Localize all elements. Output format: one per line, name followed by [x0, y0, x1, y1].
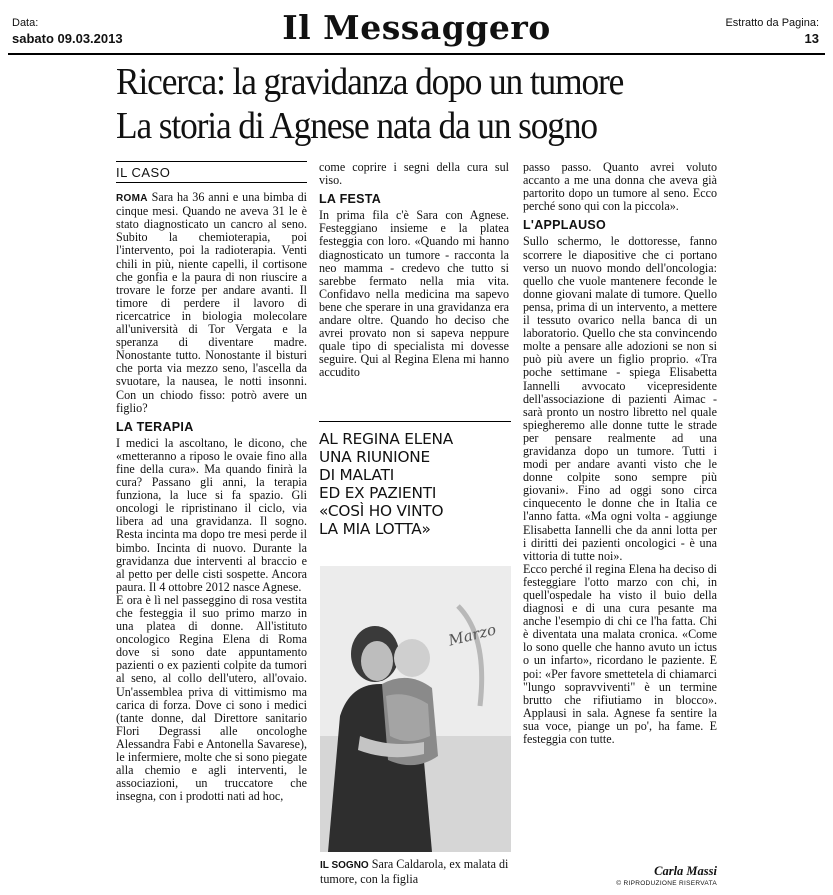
header-page-block: [725, 16, 819, 46]
article-column-2: [319, 161, 509, 380]
paragraph: I medici la ascoltano, le dicono, che «metteranno a riposo le ovaie fino alla fine della cura». Ma quando finirà la cura? Passano gli anni, la terapia funziona, la luce si fa spazio. Gli oncologi le ripristinano il ciclo, via libera ad una gravidanza. Il sogno. Resta incinta ma dopo tre mesi perde il bimbo. Incinta di nuovo. Durante la gravidanza due interventi al braccio e al petto per delle cisti sospette. Ancora paura. Il 4 ottobre 2012 nasce Agnese.: [116, 435, 307, 594]
article-photo: [320, 566, 511, 852]
pull-quote-line: AL REGINA ELENA: [319, 430, 454, 448]
copyright-notice: © RIPRODUZIONE RISERVATA: [616, 880, 717, 887]
subheading-la-festa: LA FESTA: [319, 192, 382, 207]
author-byline: Carla Massi: [654, 864, 717, 878]
photo-handwriting: Marzo: [446, 620, 498, 650]
paragraph: passo passo. Quanto avrei voluto accanto a me una donna che aveva già partorito dopo un tumore al seno. Ecco perché sono qui con la piccola».: [523, 160, 717, 214]
dateline: ROMA: [116, 193, 148, 205]
page-number: 13: [804, 31, 819, 46]
pull-quote-line: DI MALATI: [319, 466, 395, 484]
paragraph: E ora è lì nel passeggino di rosa vestita che festeggia il suo primo marzo in una platea di donne. All'istituto oncologico Regina Elena di Roma dove si sono date appuntamento pazienti o ex pazienti colpite da tumori al seno, al collo dell'utero, all'ovaio. Un'assemblea priva di vittimismo ma carica di forza. Dove ci sono i medici (tante donne, dal Direttore sanitario Flori Degrassi alle oncologhe Alessandra Fabi e Antonella Savarese), le infermiere, molte che si sono piegate alla chemio e agli interventi, le associazioni, un truccatore che insegna, con i prodotti nati ad hoc,: [116, 592, 307, 804]
page-label: Estratto da Pagina:: [725, 17, 819, 29]
paragraph: Ecco perché il regina Elena ha deciso di festeggiare l'otto marzo con chi, in quell'ospedale ha visto il buio della diagnosi e di una cura pesante ma anche l'esempio di chi ce l'ha fatta. Chi è diventata una malata cronica. «Come lo sono quelle che hanno avuto un ictus o un infarto», ricordano le paziente. E poi: «Per favore smettetela di chiamarci "lungo sopravviventi" è un termine brutto che rifiutiamo in blocco». Applausi in sala. Agnese fa sentire la sua voce, piange un po', ha fame. E festeggia con tutte.: [523, 561, 717, 747]
newspaper-masthead: Il Messaggero: [282, 8, 551, 47]
subheading-la-terapia: LA TERAPIA: [116, 419, 194, 434]
publication-date: sabato 09.03.2013: [12, 31, 123, 46]
subheading-lapplauso: L'APPLAUSO: [523, 218, 607, 233]
article-headline: [116, 60, 693, 148]
pull-quote-line: LA MIA LOTTA»: [319, 520, 431, 538]
pull-quote-line: ED EX PAZIENTI: [319, 484, 437, 502]
pull-quote-line: «COSÌ HO VINTO: [319, 502, 444, 520]
paragraph: Sullo schermo, le dottoresse, fanno scorrere le diapositive che ci portano verso un nuovo mondo dell'oncologia: quello che vuole mantenere feconde le donne giovani malate di tumore. Quello pensa, prima di un intervento, a mettere il tessuto ovarico nella banca di un laboratorio. Quello che sta convincendo molte a pensare alle adozioni se non si può più avere un figlio proprio. «Tra poche settimane - spiega Elisabetta Iannelli avvocato vicepresidente dell'associazione di pazienti Aimac - sarà pronto un nostro libretto nel quale spiegheremo alle donne tutte le strade per pensare realmente ad una gravidanza dopo un tumore. Tutti i modi per andare avanti visto che le donne colpite sono sempre più giovani». Fino ad oggi sono circa cinquecento le donne che in Italia ce l'anno fatta. «Ma ogni volta - aggiunge Elisabetta Iannelli che da anni lotta per i diritti dei pazienti oncologici - è una vittoria di tutte noi».: [523, 234, 717, 563]
article-column-1: [116, 161, 307, 803]
article-column-3: [523, 161, 717, 746]
date-label: Data:: [12, 17, 39, 29]
caption-label: IL SOGNO: [320, 860, 369, 871]
paragraph: [116, 191, 307, 415]
headline-line-1: Ricerca: la gravidanza dopo un tumore: [116, 61, 624, 103]
headline-line-2: La storia di Agnese nata da un sogno: [116, 105, 597, 147]
paragraph: In prima fila c'è Sara con Agnese. Festeggiano insieme e la platea festeggia con loro. «Quando mi hanno diagnosticato un tumore - racconta la neo mamma - credevo che tutto si sarebbe fermato nella mia vita. Confidavo nella medicina ma sapevo bene che sperare in una gravidanza era andare oltre. Quando ho deciso che avrei provato non si sapeva neppure quale tipo di specialista mi dovesse seguire. Qui al Regina Elena mi hanno accudito: [319, 208, 509, 380]
pull-quote-line: UNA RIUNIONE: [319, 448, 431, 466]
pull-quote: [319, 421, 511, 538]
paragraph: come coprire i segni della cura sul viso.: [319, 160, 509, 188]
header-rule: [8, 53, 825, 55]
photo-caption: [320, 858, 511, 886]
section-label: IL CASO: [116, 161, 307, 183]
paragraph-text: Sara ha 36 anni e una bimba di cinque mesi. Quando ne aveva 31 le è stato diagnosticato un cancro al seno. Subito la chemioterapia, poi l'intervento, poi la radioterapia. Venti chili in più, niente capelli, il cortisone che gonfia e la paura di non riuscire a trovare le forze per andare avanti. Il timore di perdere il lavoro di ricercatrice in biologia molecolare all'università di Tor Vergata e la speranza di diventare madre. Nonostante tutto. Nonostante il bisturi che porta via mezzo seno, l'ascella da svuotare, la nausea, le notti insonni. Con un chiodo fisso: potrò avere un figlio?: [116, 190, 307, 415]
caption-text: Sara Caldarola, ex malata di tumore, con la figlia: [320, 857, 509, 886]
